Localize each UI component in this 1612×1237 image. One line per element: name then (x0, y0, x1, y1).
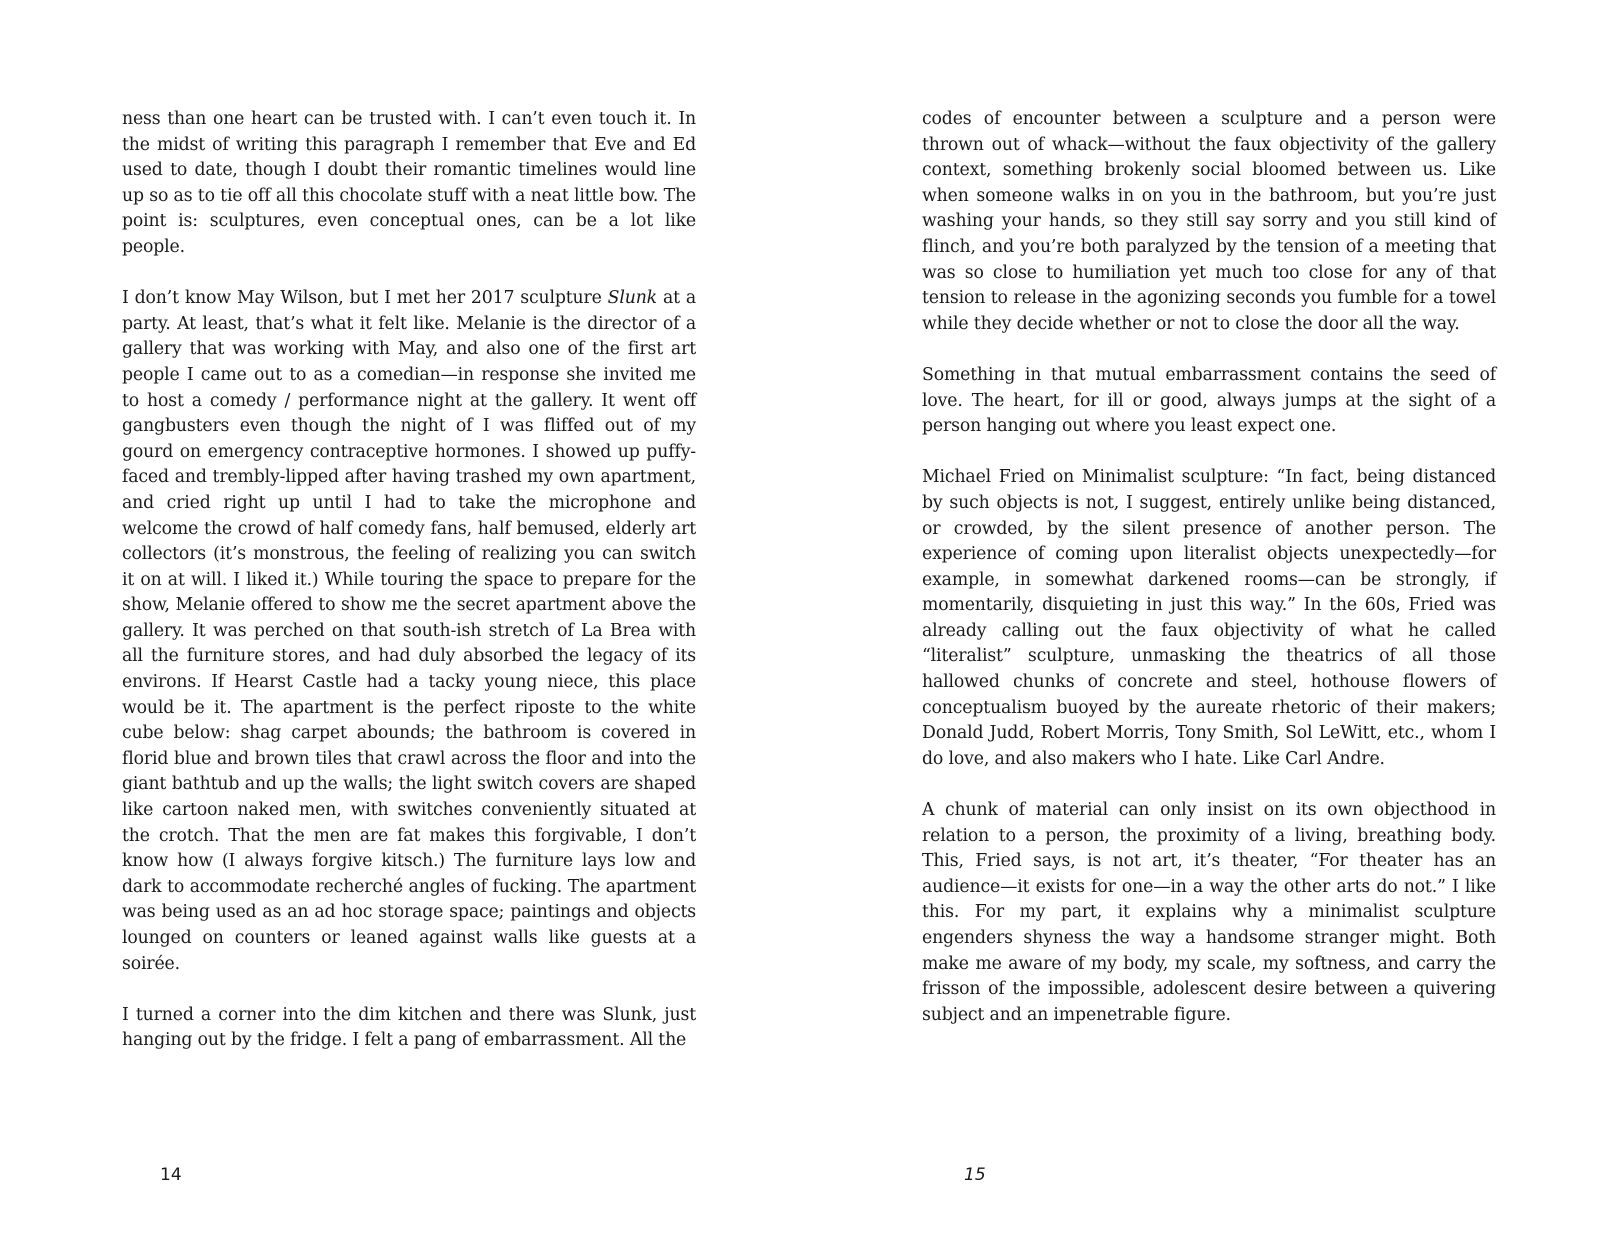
artwork-title: Slunk (607, 288, 658, 309)
right-page-text-column (922, 107, 1496, 1028)
page-number: 15 (964, 1165, 986, 1185)
right-page (806, 0, 1612, 1237)
paragraph: ness than one heart can be trusted with. I can’t even touch it. In the midst of writing this paragraph I remember that Eve and Ed used to date, though I doubt their romantic timelines would line up so as to tie off all this chocolate stuff with a neat little bow. The point is: sculptures, even conceptual ones, can be a lot like people. (122, 109, 696, 257)
paragraph-text: I don’t know May Wilson, but I met her 2017 sculpture (122, 288, 608, 309)
paragraph-text: at a party. At least, that’s what it felt like. Melanie is the director of a gallery that was working with May, and also one of the first art people I came out to as a comedian—in response she invited me to host a comedy / performance night at the gallery. It went off gangbusters even though the night of I was fliffed out of my gourd on emergency contraceptive hormones. I showed up puffy-faced and trembly-lipped after having trashed my own apartment, and cried right up until I had to take the microphone and welcome the crowd of half comedy fans, half bemused, elderly art collectors (it’s monstrous, the feeling of realizing you can switch it on at will. I liked it.) While touring the space to prepare for the show, Melanie offered to show me the secret apartment above the gallery. It was perched on that south-ish stretch of La Brea with all the furniture stores, and had duly absorbed the legacy of its environs. If Hearst Castle had a tacky young niece, this place would be it. The apartment is the perfect riposte to the white cube below: shag carpet abounds; the bathroom is covered in florid blue and brown tiles that crawl across the floor and into the giant bathtub and up the walls; the light switch covers are shaped like cartoon naked men, with switches conveniently situated at the crotch. That the men are fat makes this forgivable, I don’t know how (I always forgive kitsch.) The furniture lays low and dark to accommodate recherché angles of fucking. The apartment was being used as an ad hoc storage space; paintings and objects lounged on counters or leaned against walls like guests at a soirée. (122, 288, 696, 974)
paragraph: codes of encounter between a sculpture and a person were thrown out of whack—without the faux objectivity of the gallery context, something brokenly social bloomed between us. Like when someone walks in on you in the bathroom, but you’re just washing your hands, so they still say sorry and you still kind of flinch, and you’re both paralyzed by the tension of a meeting that was so close to humiliation yet much too close for any of that tension to release in the agonizing seconds you fumble for a towel while they decide whether or not to close the door all the way. (922, 109, 1496, 334)
paragraph: Something in that mutual embarrassment contains the seed of love. The heart, for ill or good, always jumps at the sight of a person hanging out where you least expect one. (922, 364, 1496, 437)
paragraph: I turned a corner into the dim kitchen and there was Slunk, just hanging out by the fridge. I felt a pang of embarrassment. All the (122, 1004, 696, 1051)
left-page-text-column (122, 107, 696, 1054)
page-number: 14 (160, 1165, 182, 1185)
paragraph: A chunk of material can only insist on its own objecthood in relation to a person, the proximity of a living, breathing body. This, Fried says, is not art, it’s theater, “For theater has an audience—it exists for one—in a way the other arts do not.” I like this. For my part, it explains why a minimalist sculpture engenders shyness the way a handsome stranger might. Both make me aware of my body, my scale, my softness, and carry the frisson of the impossible, adolescent desire between a quivering subject and an impenetrable figure. (922, 800, 1496, 1025)
paragraph (122, 286, 696, 977)
paragraph: Michael Fried on Minimalist sculpture: “In fact, being distanced by such objects is not, I suggest, entirely unlike being distanced, or crowded, by the silent presence of another person. The experience of coming upon literalist objects unexpectedly—for example, in somewhat darkened rooms—can be strongly, if momentarily, disquieting in just this way.” In the 60s, Fried was already calling out the faux objectivity of what he called “literalist” sculpture, unmasking the theatrics of all those hallowed chunks of concrete and steel, hothouse flowers of conceptualism buoyed by the aureate rhetoric of their makers; Donald Judd, Robert Morris, Tony Smith, Sol LeWitt, etc., whom I do love, and also makers who I hate. Like Carl Andre. (922, 467, 1496, 769)
